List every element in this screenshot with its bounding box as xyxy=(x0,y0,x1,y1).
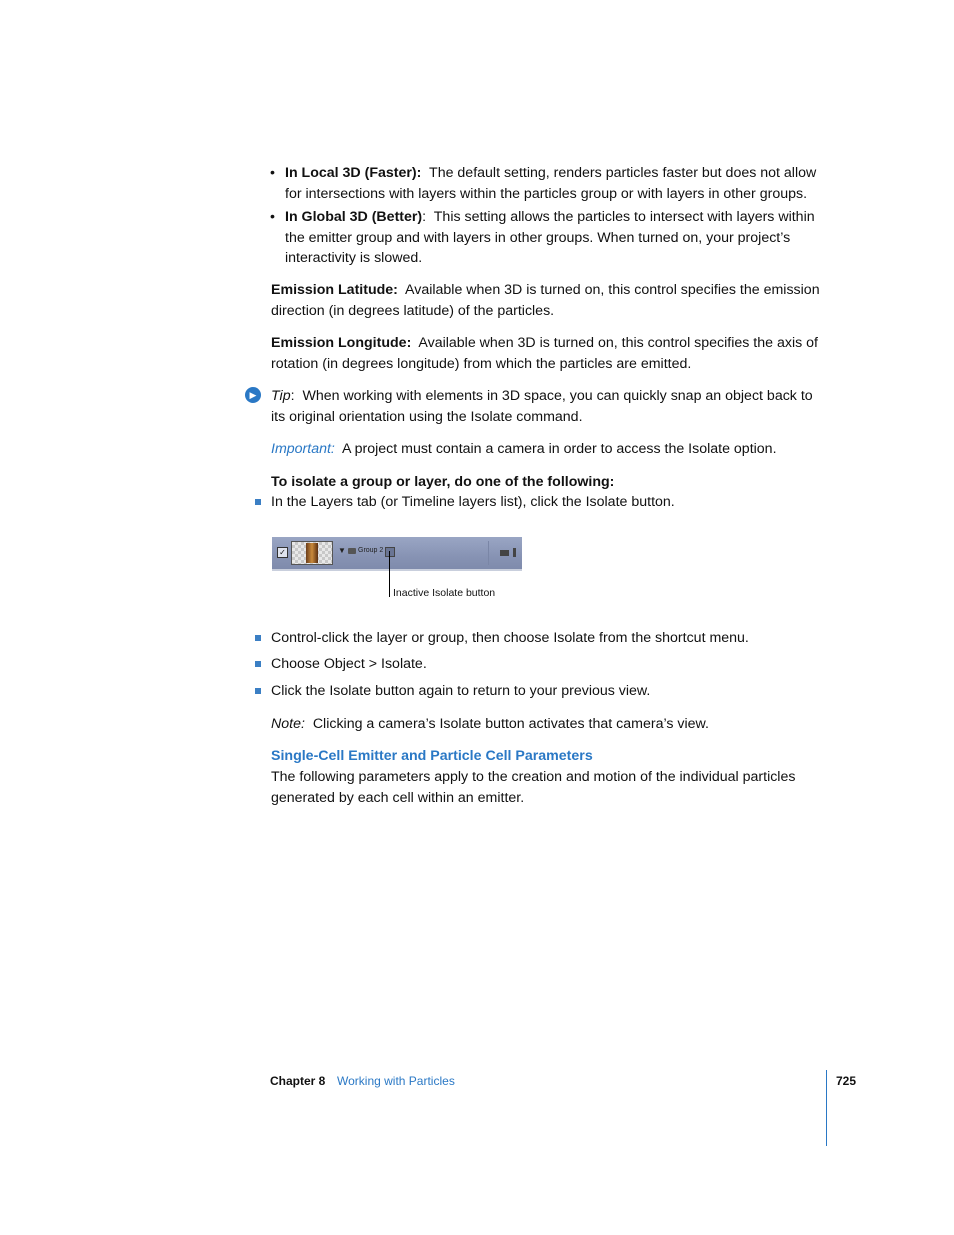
note-paragraph xyxy=(271,714,827,735)
step-item: In the Layers tab (or Timeline layers list), click the Isolate button. xyxy=(271,494,675,510)
bullet-local-3d xyxy=(285,163,827,204)
emission-latitude-label: Emission Latitude: xyxy=(271,282,398,298)
tip-label: Tip xyxy=(271,388,291,404)
group-name: Group 2 xyxy=(358,547,384,554)
tip-arrow-icon: ▶ xyxy=(245,387,261,403)
step-item: Control-click the layer or group, then choose Isolate from the shortcut menu. xyxy=(271,630,749,646)
square-bullet-icon xyxy=(255,661,261,667)
section-text-2: generated by each cell within an emitter. xyxy=(271,789,525,806)
section-text: The following parameters apply to the creation and motion of the individual particles xyxy=(271,769,796,785)
important-paragraph xyxy=(271,439,827,460)
task-heading: To isolate a group or layer, do one of the following: xyxy=(271,474,615,490)
emission-latitude-text: Available when 3D is turned on, this control specifies the emission xyxy=(405,282,820,298)
bullet-text: This setting allows the particles to intersect with layers within xyxy=(433,209,815,225)
emission-longitude-text-2: rotation (in degrees longitude) from which the particles are emitted. xyxy=(271,355,692,372)
emission-latitude-text-2: direction (in degrees latitude) of the particles. xyxy=(271,302,555,319)
square-bullet-icon xyxy=(255,688,261,694)
checkbox-icon: ✓ xyxy=(277,547,288,558)
group-icon xyxy=(348,548,356,554)
layers-row-screenshot xyxy=(272,537,522,571)
bullet-label: In Local 3D (Faster): xyxy=(285,165,422,181)
important-label: Important: xyxy=(271,441,335,457)
emission-longitude-label: Emission Longitude: xyxy=(271,335,412,351)
bullet-label: In Global 3D (Better) xyxy=(285,209,423,225)
callout-line xyxy=(389,551,390,597)
bullet-text-2: the emitter group and with layers in other groups. When turned on, your project’s xyxy=(285,229,791,246)
footer-chapter: Chapter 8 xyxy=(270,1074,326,1088)
note-label: Note: xyxy=(271,716,305,732)
bullet-text: The default setting, renders particles faster but does not allow xyxy=(429,165,817,181)
layer-stack-icon xyxy=(500,550,509,556)
emission-longitude-paragraph xyxy=(271,333,827,374)
step-item: Click the Isolate button again to return to your previous view. xyxy=(271,683,651,699)
callout-label: Inactive Isolate button xyxy=(393,587,496,599)
divider xyxy=(488,541,489,565)
tip-text-2: its original orientation using the Isolate command. xyxy=(271,408,583,425)
bullet-dot: • xyxy=(270,165,275,181)
tip-paragraph xyxy=(271,386,827,427)
page-number: 725 xyxy=(836,1074,857,1088)
bullet-text-3: interactivity is slowed. xyxy=(285,250,423,266)
bullet-text-2: for intersections with layers within the particles group or with layers in other groups. xyxy=(285,185,808,202)
emission-latitude-paragraph xyxy=(271,280,827,321)
footer-rule xyxy=(826,1070,827,1146)
bullet-dot: • xyxy=(270,209,275,225)
tip-colon: : xyxy=(290,388,295,404)
bullet-colon: : xyxy=(422,209,427,225)
footer-chapter-title: Working with Particles xyxy=(337,1074,455,1088)
isolate-button-icon xyxy=(385,547,395,557)
emission-longitude-text: Available when 3D is turned on, this control specifies the axis of xyxy=(418,335,818,351)
tip-text: When working with elements in 3D space, you can quickly snap an object back to xyxy=(302,388,813,404)
important-text: A project must contain a camera in order to access the Isolate option. xyxy=(341,441,777,457)
layer-thumbnail xyxy=(291,541,333,565)
thumbnail-image xyxy=(306,543,318,563)
note-text: Clicking a camera’s Isolate button activates that camera’s view. xyxy=(312,716,709,732)
square-bullet-icon xyxy=(255,635,261,641)
section-heading: Single-Cell Emitter and Particle Cell Parameters xyxy=(271,748,593,764)
step-item: Choose Object > Isolate. xyxy=(271,656,427,672)
section-paragraph xyxy=(271,767,827,808)
disclosure-triangle-icon: ▼ xyxy=(338,546,346,555)
lock-icon xyxy=(513,548,516,557)
square-bullet-icon xyxy=(255,499,261,505)
bullet-global-3d xyxy=(285,207,827,269)
